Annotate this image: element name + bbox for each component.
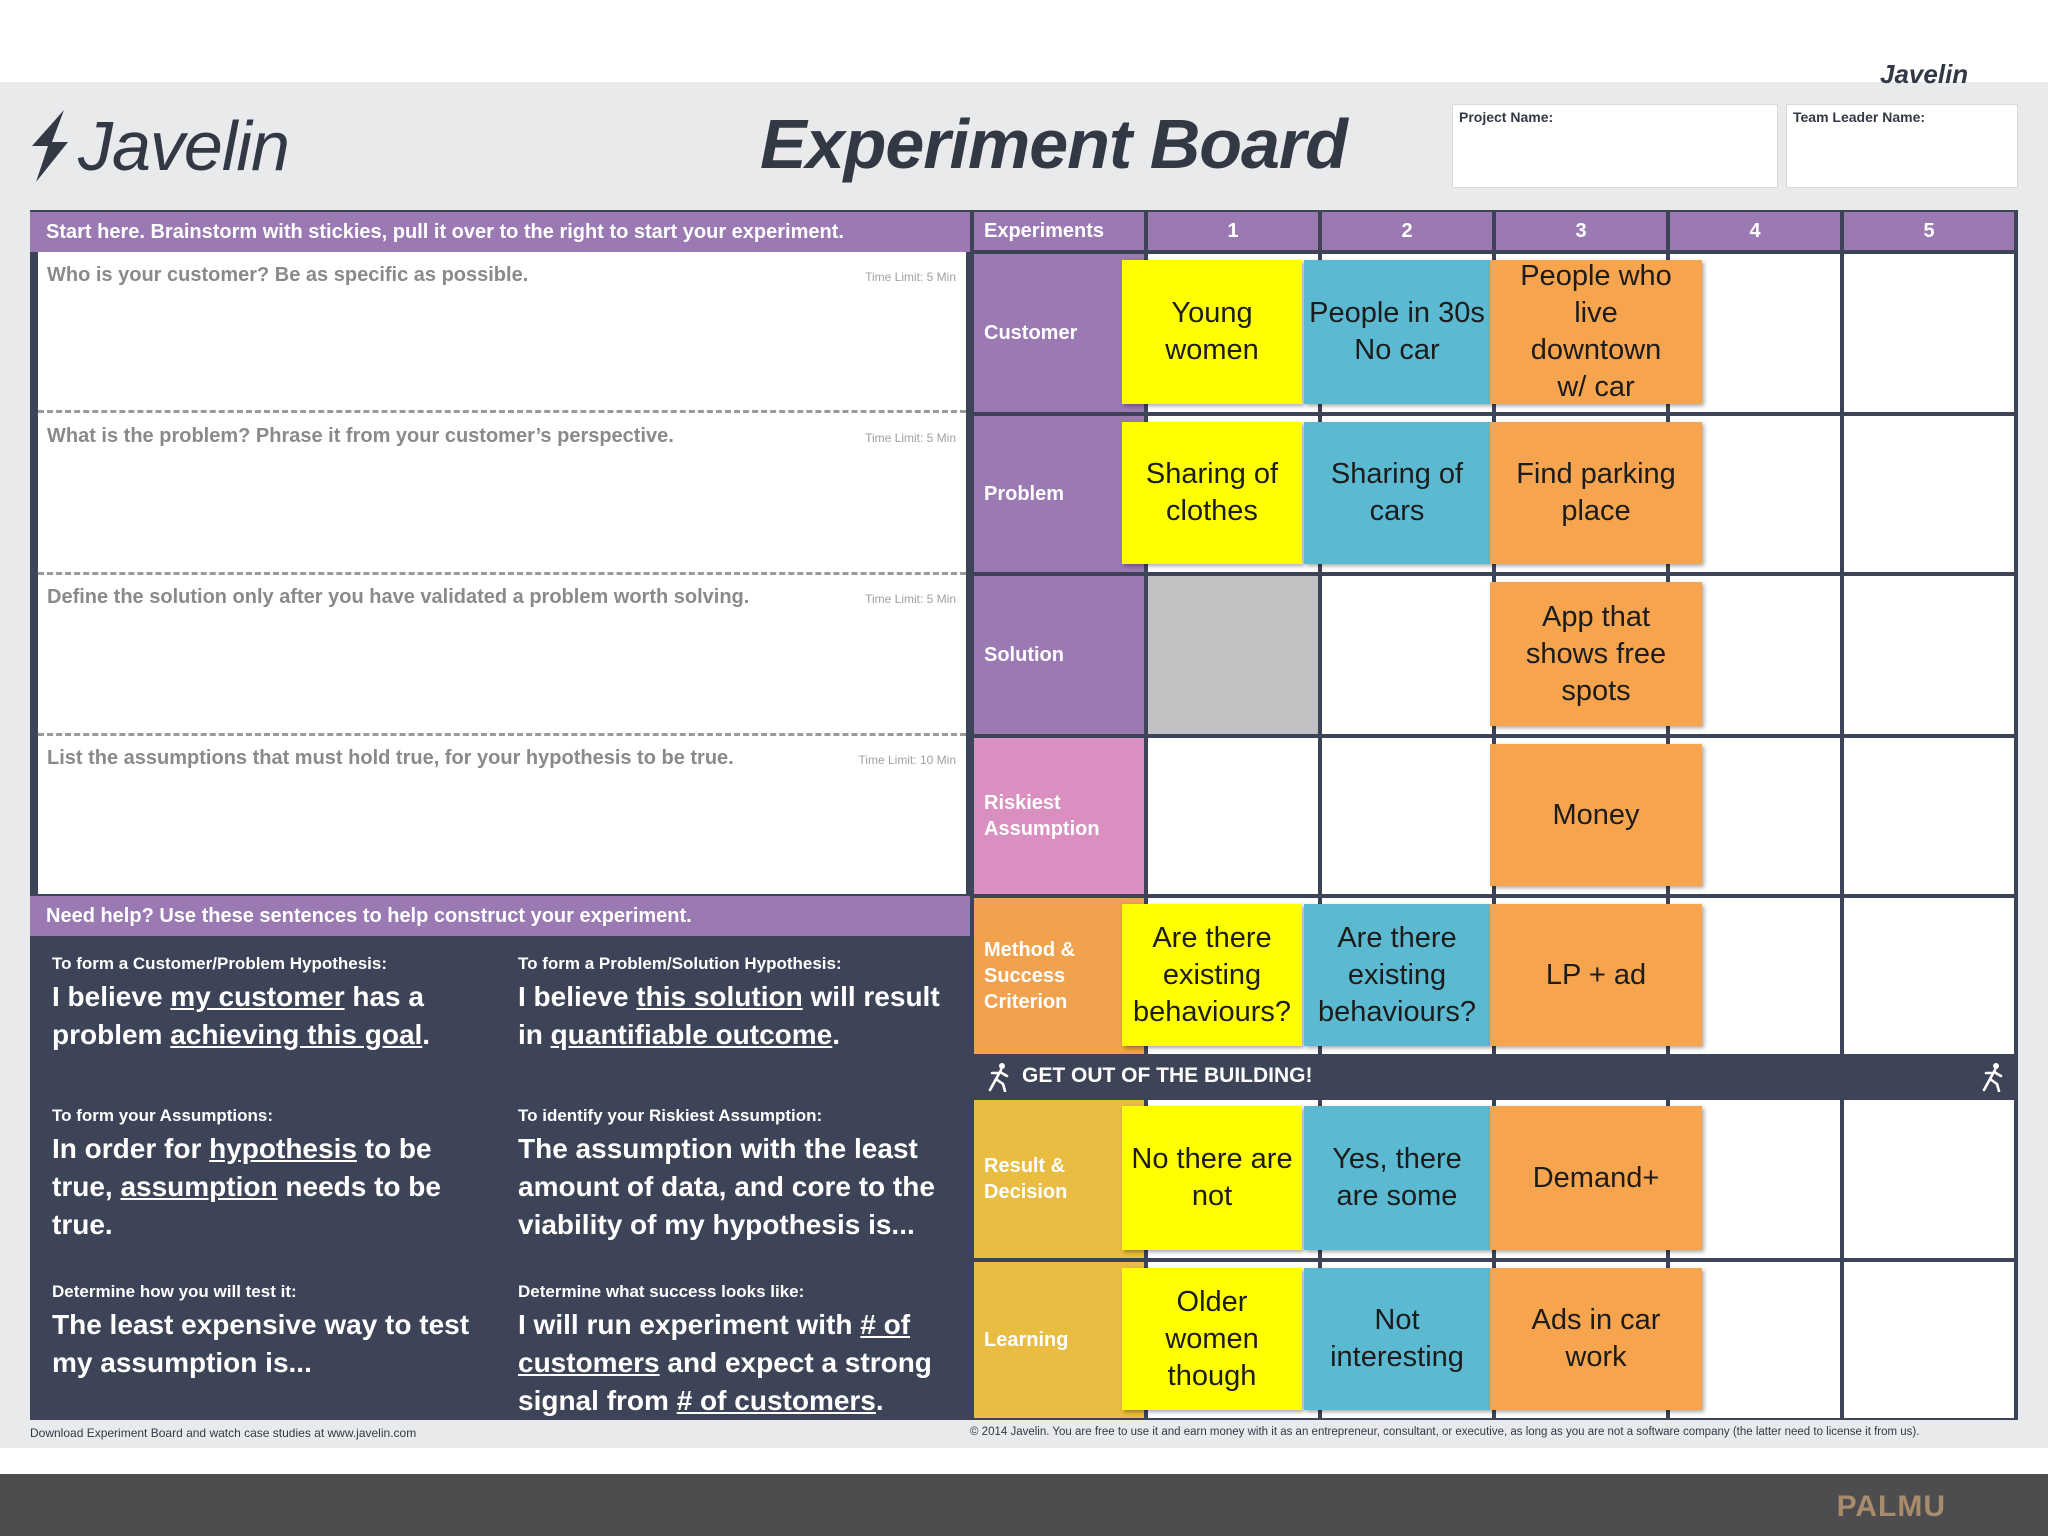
sticky-text: Sharing of cars bbox=[1330, 458, 1464, 527]
sticky-text: Sharing of clothes bbox=[1145, 458, 1279, 527]
sentence-text: . bbox=[422, 1019, 431, 1050]
sticky-text: No there are not bbox=[1131, 1143, 1293, 1212]
sticky-text: Are there existing behaviours? bbox=[1133, 921, 1291, 1028]
row-label bbox=[974, 254, 1144, 412]
cut-logo-text: Javelin bbox=[1880, 64, 1969, 86]
sticky-text: Older women though bbox=[1165, 1285, 1259, 1392]
prompt-time-limit: Time Limit: 5 Min bbox=[865, 431, 956, 445]
logo-text: Javelin bbox=[78, 107, 289, 185]
prompt-time-limit: Time Limit: 10 Min bbox=[858, 753, 956, 767]
row-label bbox=[974, 416, 1144, 572]
sticky-note[interactable] bbox=[1122, 1268, 1302, 1410]
experiment-column-header: 3 bbox=[1496, 212, 1666, 250]
grid-cell[interactable] bbox=[1322, 576, 1492, 734]
sticky-note[interactable] bbox=[1490, 582, 1702, 726]
prompt-question: What is the problem? Phrase it from your customer’s perspective. bbox=[47, 425, 674, 447]
row-label-text: Problem bbox=[984, 483, 1065, 505]
row-label-text: Learning bbox=[984, 1329, 1069, 1351]
sticky-note[interactable] bbox=[1122, 1106, 1302, 1250]
row-label bbox=[974, 1100, 1144, 1258]
grid-cell[interactable] bbox=[1844, 576, 2014, 734]
sticky-note[interactable] bbox=[1122, 904, 1302, 1046]
experiments-header-row bbox=[974, 212, 2016, 252]
row-label bbox=[974, 738, 1144, 894]
help-block bbox=[38, 1092, 498, 1262]
sticky-text: People in 30s No car bbox=[1309, 297, 1485, 366]
experiment-column-header: 5 bbox=[1844, 212, 2014, 250]
get-out-of-building-bar bbox=[974, 1056, 2016, 1096]
sticky-note[interactable] bbox=[1490, 422, 1702, 564]
help-block bbox=[38, 940, 498, 1078]
sticky-note[interactable] bbox=[1304, 904, 1490, 1046]
experiment-column-header: 4 bbox=[1670, 212, 1840, 250]
runner-icon bbox=[1978, 1062, 2008, 1092]
board-title: Experiment Board bbox=[760, 105, 1347, 183]
prompt-problem bbox=[38, 413, 966, 573]
row-label bbox=[974, 898, 1144, 1054]
help-heading: Need help? Use these sentences to help construct your experiment. bbox=[30, 896, 970, 936]
copyright-footer: © 2014 Javelin. You are free to use it and earn money with it as an entrepreneur, consultant, or executive, as long as you are not a software company (the latter need to license it from us). bbox=[970, 1426, 1920, 1438]
javelin-bolt-icon bbox=[28, 108, 72, 184]
experiment-column-header: 2 bbox=[1322, 212, 1492, 250]
sentence-text: The least expensive way to test my assumption is... bbox=[52, 1309, 470, 1378]
grid-cell[interactable] bbox=[1148, 576, 1318, 734]
prompt-customer bbox=[38, 252, 966, 412]
prompt-question: Define the solution only after you have validated a problem worth solving. bbox=[47, 586, 750, 608]
sticky-text: LP + ad bbox=[1545, 958, 1647, 991]
sentence-text: The assumption with the least amount of data, and core to the viability of my hypothesis is... bbox=[518, 1133, 935, 1240]
help-label: To form a Problem/Solution Hypothesis: bbox=[518, 954, 842, 973]
help-block bbox=[504, 1268, 966, 1418]
sticky-text: People who live downtown w/ car bbox=[1520, 260, 1672, 403]
help-block bbox=[38, 1268, 498, 1418]
start-heading: Start here. Brainstorm with stickies, pull it over to the right to start your experiment. bbox=[30, 212, 970, 252]
help-sentence bbox=[52, 1130, 484, 1244]
sentence-text: needs to be true. bbox=[52, 1171, 441, 1240]
sticky-text: Demand+ bbox=[1532, 1161, 1660, 1194]
sticky-note[interactable] bbox=[1490, 1106, 1702, 1250]
fill-in-blank: # of customers bbox=[518, 1309, 911, 1378]
grid-cell[interactable] bbox=[1844, 1100, 2014, 1258]
sticky-note[interactable] bbox=[1490, 260, 1702, 404]
row-label bbox=[974, 576, 1144, 734]
sentence-text: has a problem bbox=[52, 981, 424, 1050]
sticky-text: Find parking place bbox=[1516, 458, 1676, 527]
fill-in-blank: assumption bbox=[120, 1171, 278, 1202]
sentence-text: to be true, bbox=[52, 1133, 432, 1202]
grid-cell[interactable] bbox=[1844, 898, 2014, 1054]
help-sentence bbox=[518, 1130, 952, 1244]
sticky-note[interactable] bbox=[1304, 1106, 1490, 1250]
sticky-note[interactable] bbox=[1122, 422, 1302, 564]
fill-in-blank: achieving this goal bbox=[170, 1019, 423, 1050]
help-label: Determine what success looks like: bbox=[518, 1282, 805, 1301]
prompt-question: List the assumptions that must hold true, for your hypothesis to be true. bbox=[47, 747, 734, 769]
row-label-text: Method & Success Criterion bbox=[984, 939, 1076, 1013]
fill-in-blank: this solution bbox=[636, 981, 803, 1012]
team-leader-field[interactable] bbox=[1786, 104, 2018, 188]
grid-cell[interactable] bbox=[1844, 1262, 2014, 1418]
sticky-note[interactable] bbox=[1122, 260, 1302, 404]
sticky-note[interactable] bbox=[1490, 904, 1702, 1046]
sentence-text: . bbox=[832, 1019, 841, 1050]
fill-in-blank: my customer bbox=[170, 981, 345, 1012]
prompt-assumptions bbox=[38, 735, 966, 895]
experiments-label: Experiments bbox=[974, 212, 1144, 250]
help-block bbox=[504, 940, 966, 1078]
grid-cell[interactable] bbox=[1844, 254, 2014, 412]
download-footer: Download Experiment Board and watch case studies at www.javelin.com bbox=[30, 1426, 417, 1440]
project-name-field[interactable] bbox=[1452, 104, 1778, 188]
grid-cell[interactable] bbox=[1844, 416, 2014, 572]
sticky-text: App that shows free spots bbox=[1525, 600, 1667, 707]
row-label-text: Customer bbox=[984, 322, 1078, 344]
project-name-label: Project Name: bbox=[1459, 109, 1554, 125]
fill-in-blank: hypothesis bbox=[209, 1133, 357, 1164]
get-out-label: GET OUT OF THE BUILDING! bbox=[1022, 1064, 1313, 1087]
sentence-text: I believe bbox=[518, 981, 637, 1012]
help-sentence bbox=[518, 978, 952, 1054]
sticky-text: Young women bbox=[1165, 297, 1259, 366]
help-block bbox=[504, 1092, 966, 1262]
row-label bbox=[974, 1262, 1144, 1418]
grid-cell[interactable] bbox=[1148, 738, 1318, 894]
brainstorm-area[interactable] bbox=[38, 252, 966, 894]
sticky-note[interactable] bbox=[1490, 744, 1702, 886]
prompt-time-limit: Time Limit: 5 Min bbox=[865, 270, 956, 284]
sticky-text: Money bbox=[1552, 798, 1640, 831]
fill-in-blank: # of customers bbox=[676, 1385, 876, 1416]
fill-in-blank: quantifiable outcome bbox=[550, 1019, 833, 1050]
experiment-column-header: 1 bbox=[1148, 212, 1318, 250]
footer-bar bbox=[0, 1474, 2048, 1536]
row-label-text: Riskiest Assumption bbox=[984, 792, 1100, 840]
grid-cell[interactable] bbox=[1322, 738, 1492, 894]
grid-cell[interactable] bbox=[1844, 738, 2014, 894]
help-sentence bbox=[52, 978, 484, 1054]
sentence-text: I will run experiment with bbox=[518, 1309, 861, 1340]
help-label: To form a Customer/Problem Hypothesis: bbox=[52, 954, 388, 973]
sticky-note[interactable] bbox=[1490, 1268, 1702, 1410]
sentence-text: will result in bbox=[518, 981, 940, 1050]
sticky-note[interactable] bbox=[1304, 422, 1490, 564]
help-label: Determine how you will test it: bbox=[52, 1282, 297, 1301]
sticky-text: Not interesting bbox=[1330, 1304, 1464, 1373]
help-label: To form your Assumptions: bbox=[52, 1106, 273, 1125]
help-sentence bbox=[52, 1306, 484, 1382]
brand-footer: PALMU bbox=[1836, 1490, 1946, 1523]
sticky-note[interactable] bbox=[1304, 260, 1490, 404]
runner-icon bbox=[984, 1062, 1014, 1092]
sentence-text: In order for bbox=[52, 1133, 210, 1164]
sticky-text: Ads in car work bbox=[1531, 1304, 1661, 1373]
help-sentence bbox=[518, 1306, 952, 1420]
sentence-text: . bbox=[875, 1385, 884, 1416]
prompt-solution bbox=[38, 574, 966, 734]
sentence-text: and expect a strong signal from bbox=[518, 1347, 932, 1416]
team-leader-label: Team Leader Name: bbox=[1793, 109, 1926, 125]
prompt-question: Who is your customer? Be as specific as possible. bbox=[47, 264, 529, 286]
help-label: To identify your Riskiest Assumption: bbox=[518, 1106, 823, 1125]
prompt-time-limit: Time Limit: 5 Min bbox=[865, 592, 956, 606]
sticky-note[interactable] bbox=[1304, 1268, 1490, 1410]
sticky-text: Are there existing behaviours? bbox=[1318, 921, 1476, 1028]
row-label-text: Solution bbox=[984, 644, 1064, 666]
javelin-logo bbox=[28, 106, 289, 186]
sticky-text: Yes, there are some bbox=[1332, 1143, 1462, 1212]
row-label-text: Result & Decision bbox=[984, 1155, 1068, 1203]
sentence-text: I believe bbox=[52, 981, 171, 1012]
